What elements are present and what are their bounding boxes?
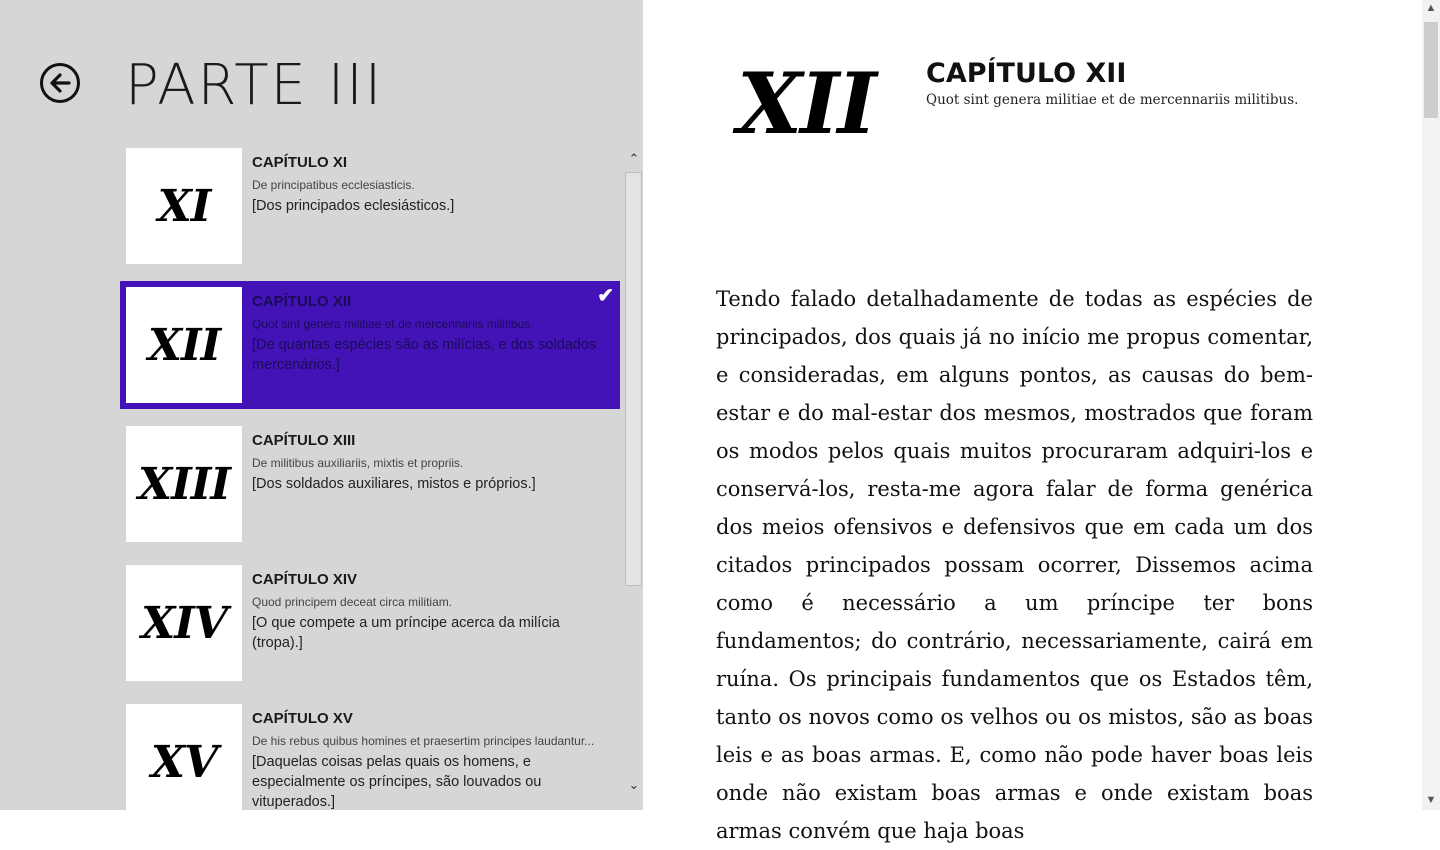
chapter-title: CAPÍTULO XI [252, 154, 348, 171]
chapter-latin-title: De militibus auxiliariis, mixtis et propriis. [252, 456, 464, 470]
chapter-heading: CAPÍTULO XII [926, 58, 1127, 89]
chapter-thumbnail: XI [126, 148, 242, 264]
chapter-thumbnail: XV [126, 704, 242, 820]
chapter-thumbnail: XII [126, 287, 242, 403]
chapter-title: CAPÍTULO XV [252, 710, 353, 727]
chapter-thumbnail: XIII [126, 426, 242, 542]
scroll-down-icon[interactable]: ▼ [1425, 794, 1437, 806]
chapter-item-xv[interactable] [120, 698, 620, 826]
reader-pane [643, 0, 1422, 843]
selected-check-icon: ✔ [597, 285, 614, 307]
chapter-latin-title: Quot sint genera militiae et de mercennariis militibus. [252, 317, 534, 331]
chapter-list-pane [0, 0, 643, 810]
chapter-latin-title: De principatibus ecclesiasticis. [252, 178, 415, 192]
chapter-thumbnail: XIV [126, 565, 242, 681]
reader-scrollbar[interactable] [1422, 0, 1440, 810]
chapter-body-text: Tendo falado detalhadamente de todas as espécies de principados, dos quais já no início me propus comentar, e consideradas, em alguns pontos, as causas do bem-estar e do mal-estar dos mesmos, mostrados que foram os modos pelos quais muitos procuraram adquiri-los e conservá-los, resta-me agora falar de forma genérica dos meios ofensivos e defensivos que em cada um dos citados principados possam ocorrer, Dissemos acima como é necessário a um príncipe ter bons fundamentos; do contrário, necessariamente, cairá em ruína. Os principais fundamentos que os Estados têm, tanto os novos como os velhos ou os mistos, são as boas leis e as boas armas. E, como não pode haver boas leis onde não existam boas armas e onde existam boas armas convém que haja boas [716, 287, 1313, 843]
chapter-translation: [O que compete a um príncipe acerca da milícia (tropa).] [252, 615, 560, 651]
chapter-latin-title: De his rebus quibus homines et praesertim principes laudantur... [252, 734, 595, 748]
scroll-up-icon[interactable]: ▲ [1425, 2, 1437, 14]
list-scroll-down-icon[interactable]: ⌄ [628, 777, 640, 792]
chapter-translation: [Dos soldados auxiliares, mistos e próprios.] [252, 476, 536, 492]
list-scrollbar-thumb[interactable] [625, 172, 642, 586]
chapter-title: CAPÍTULO XIII [252, 432, 356, 449]
reader-scrollbar-thumb[interactable] [1424, 22, 1438, 118]
chapter-numeral-emblem: XII [737, 54, 875, 153]
chapter-subtitle: Quot sint genera militiae et de mercennariis militibus. [926, 92, 1299, 108]
chapter-item-xiv[interactable] [120, 559, 620, 687]
back-button[interactable] [40, 63, 80, 103]
page-title: PARTE III [125, 53, 384, 118]
chapter-title: CAPÍTULO XIV [252, 571, 358, 588]
chapter-title: CAPÍTULO XII [252, 293, 352, 310]
chapter-list [120, 142, 620, 810]
chapter-item-xi[interactable] [120, 142, 620, 270]
chapter-item-xiii[interactable] [120, 420, 620, 548]
chapter-translation: [Dos principados eclesiásticos.] [252, 198, 455, 214]
chapter-item-xii[interactable] [120, 281, 620, 409]
list-scroll-up-icon[interactable]: ⌃ [628, 151, 640, 166]
chapter-latin-title: Quod principem deceat circa militiam. [252, 595, 453, 609]
chapter-translation: [Daquelas coisas pelas quais os homens, e especialmente os príncipes, são louvados ou vituperados.] [252, 754, 542, 810]
back-arrow-icon [48, 71, 72, 95]
chapter-translation: [De quantas espécies são as milícias, e dos soldados mercenários.] [252, 337, 597, 373]
